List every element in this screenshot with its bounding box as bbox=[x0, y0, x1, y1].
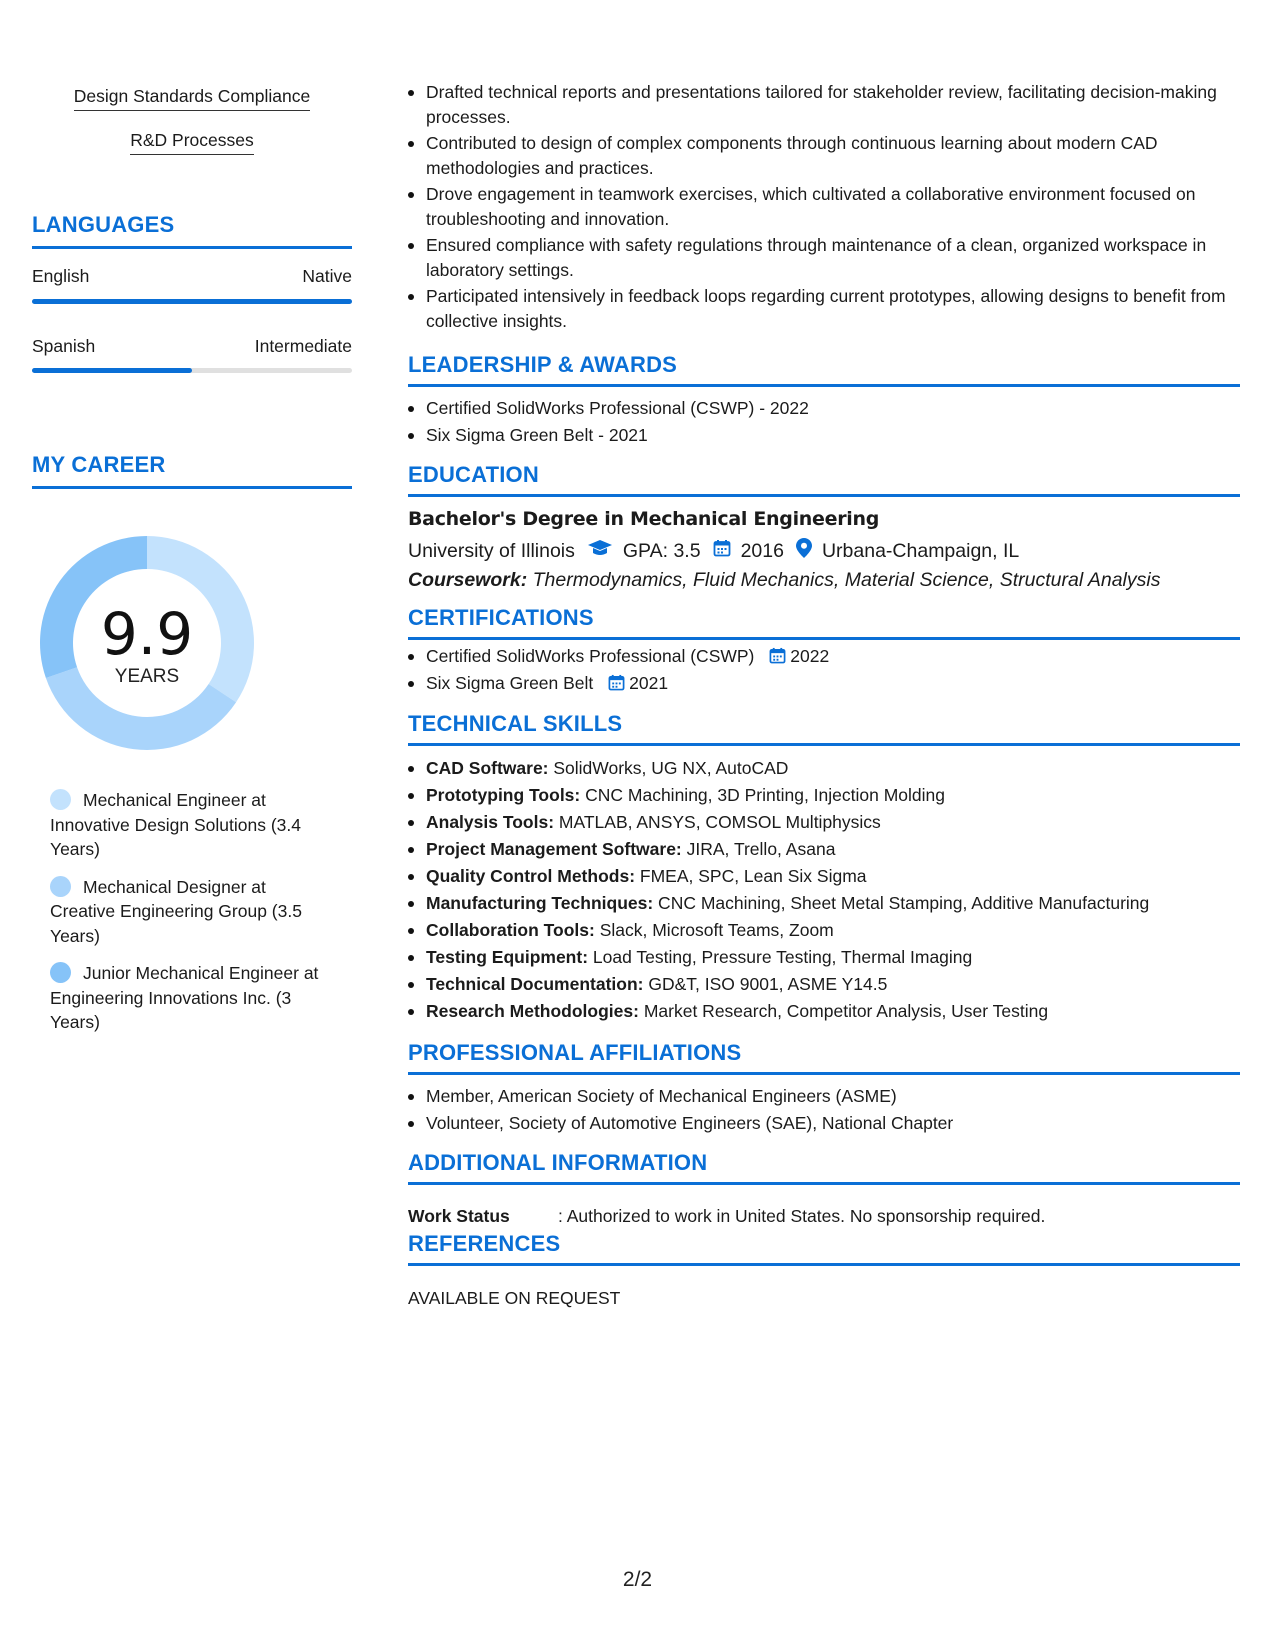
list-item: Analysis Tools: MATLAB, ANSYS, COMSOL Multiphysics bbox=[408, 810, 1240, 834]
list-item: Contributed to design of complex components through continuous learning about modern CAD methodologies and practices. bbox=[408, 131, 1240, 180]
list-item: Volunteer, Society of Automotive Engineers (SAE), National Chapter bbox=[408, 1111, 1240, 1135]
list-item: Participated intensively in feedback loops regarding current prototypes, allowing designs to benefit from collective insights. bbox=[408, 284, 1240, 333]
gpa: GPA: 3.5 bbox=[622, 539, 701, 562]
list-item: Research Methodologies: Market Research, Competitor Analysis, User Testing bbox=[408, 999, 1240, 1023]
leadership-heading: LEADERSHIP & AWARDS bbox=[408, 352, 1240, 387]
legend-dot bbox=[50, 789, 71, 810]
technical-skills-heading: TECHNICAL SKILLS bbox=[408, 711, 1240, 746]
page-number: 2/2 bbox=[622, 1568, 653, 1591]
career-unit: YEARS bbox=[114, 666, 180, 687]
language-level: Native bbox=[302, 266, 352, 286]
affiliations-list bbox=[408, 1084, 1240, 1138]
language-bar bbox=[32, 368, 352, 373]
education-heading: EDUCATION bbox=[408, 462, 1240, 497]
list-item: Project Management Software: JIRA, Trello, Asana bbox=[408, 837, 1240, 861]
work-status-row bbox=[408, 1206, 1045, 1227]
list-item: Prototyping Tools: CNC Machining, 3D Printing, Injection Molding bbox=[408, 783, 1240, 807]
affiliations-heading: PROFESSIONAL AFFILIATIONS bbox=[408, 1040, 1240, 1075]
calendar-icon bbox=[769, 647, 786, 664]
language-bar-fill bbox=[32, 299, 352, 304]
list-item: Collaboration Tools: Slack, Microsoft Teams, Zoom bbox=[408, 918, 1240, 942]
language-bar bbox=[32, 299, 352, 304]
certifications-list bbox=[408, 644, 1240, 698]
career-legend-item: Junior Mechanical Engineer at Engineering Innovations Inc. (3 Years) bbox=[50, 963, 319, 1032]
list-item: Certified SolidWorks Professional (CSWP) - 2022 bbox=[408, 396, 1240, 420]
career-legend-item: Mechanical Designer at Creative Engineering Group (3.5 Years) bbox=[50, 876, 302, 946]
graduation-year: 2016 bbox=[740, 539, 784, 562]
languages-heading: LANGUAGES bbox=[32, 212, 352, 249]
list-item: Six Sigma Green Belt - 2021 bbox=[408, 423, 1240, 447]
work-status-label: Work Status bbox=[408, 1206, 510, 1226]
location-pin-icon bbox=[796, 538, 812, 564]
skill-tag: Design Standards Compliance bbox=[32, 86, 352, 111]
coursework-value: Thermodynamics, Fluid Mechanics, Material Science, Structural Analysis bbox=[527, 569, 1161, 591]
technical-skills-list bbox=[408, 756, 1240, 1026]
list-item: CAD Software: SolidWorks, UG NX, AutoCAD bbox=[408, 756, 1240, 780]
legend-dot bbox=[50, 876, 71, 897]
references-text: AVAILABLE ON REQUEST bbox=[408, 1288, 621, 1308]
graduation-cap-icon bbox=[587, 539, 613, 563]
language-bar-fill bbox=[32, 368, 192, 373]
list-item bbox=[408, 671, 1240, 695]
degree-title: Bachelor's Degree in Mechanical Engineering bbox=[408, 508, 880, 530]
calendar-icon bbox=[713, 539, 731, 563]
language-row bbox=[32, 266, 352, 287]
leadership-list bbox=[408, 396, 1240, 450]
list-item: Manufacturing Techniques: CNC Machining, Sheet Metal Stamping, Additive Manufacturing bbox=[408, 891, 1240, 915]
career-heading: MY CAREER bbox=[32, 452, 352, 489]
certifications-heading: CERTIFICATIONS bbox=[408, 605, 1240, 640]
references-heading: REFERENCES bbox=[408, 1231, 1240, 1266]
career-legend bbox=[50, 788, 330, 1048]
list-item bbox=[408, 644, 1240, 668]
list-item: Drafted technical reports and presentations tailored for stakeholder review, facilitating decision-making processes. bbox=[408, 80, 1240, 129]
cert-year: 2021 bbox=[629, 673, 669, 693]
experience-bullets bbox=[408, 80, 1240, 335]
school-location: Urbana-Champaign, IL bbox=[821, 539, 1020, 562]
list-item: Testing Equipment: Load Testing, Pressure Testing, Thermal Imaging bbox=[408, 945, 1240, 969]
list-item: Quality Control Methods: FMEA, SPC, Lean Six Sigma bbox=[408, 864, 1240, 888]
language-name: Spanish bbox=[32, 336, 96, 356]
list-item: Ensured compliance with safety regulations through maintenance of a clean, organized workspace in laboratory settings. bbox=[408, 233, 1240, 282]
career-total: 9.9 bbox=[100, 600, 194, 668]
list-item: Drove engagement in teamwork exercises, which cultivated a collaborative environment focused on troubleshooting and innovation. bbox=[408, 182, 1240, 231]
language-row bbox=[32, 336, 352, 357]
legend-dot bbox=[50, 962, 71, 983]
career-legend-item: Mechanical Engineer at Innovative Design Solutions (3.4 Years) bbox=[50, 790, 301, 859]
skill-tag: R&D Processes bbox=[32, 130, 352, 155]
language-name: English bbox=[32, 266, 90, 286]
work-status-value: : Authorized to work in United States. No sponsorship required. bbox=[558, 1206, 1046, 1226]
coursework-label: Coursework: bbox=[408, 569, 528, 591]
cert-name: Six Sigma Green Belt bbox=[426, 673, 594, 693]
language-level: Intermediate bbox=[254, 336, 352, 356]
cert-year: 2022 bbox=[790, 646, 830, 666]
cert-name: Certified SolidWorks Professional (CSWP) bbox=[426, 646, 755, 666]
list-item: Technical Documentation: GD&T, ISO 9001, ASME Y14.5 bbox=[408, 972, 1240, 996]
coursework bbox=[408, 569, 1160, 592]
list-item: Member, American Society of Mechanical Engineers (ASME) bbox=[408, 1084, 1240, 1108]
calendar-icon bbox=[608, 674, 625, 691]
school-name: University of Illinois bbox=[408, 539, 575, 562]
additional-info-heading: ADDITIONAL INFORMATION bbox=[408, 1150, 1240, 1185]
education-meta bbox=[408, 538, 1019, 564]
career-donut bbox=[32, 528, 262, 758]
